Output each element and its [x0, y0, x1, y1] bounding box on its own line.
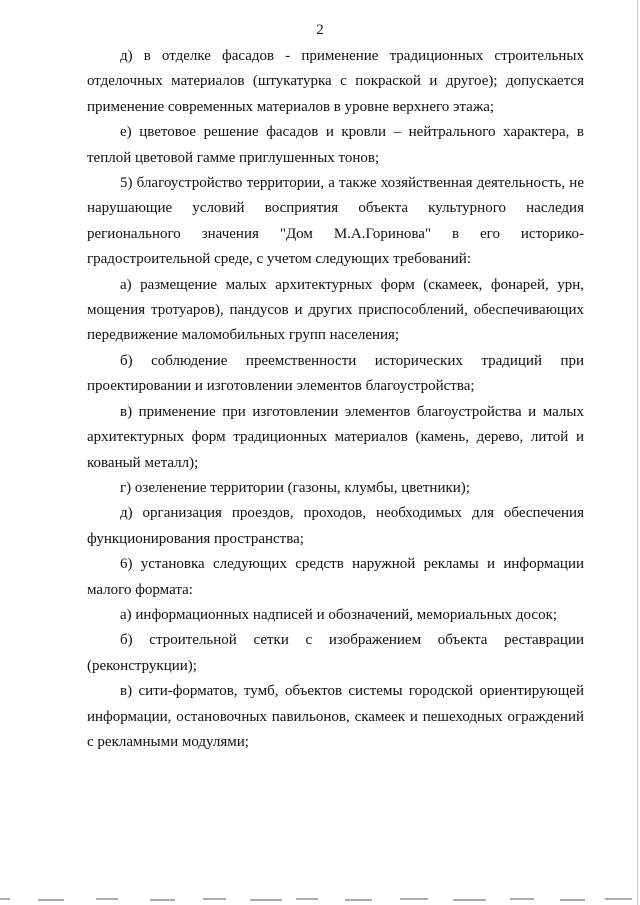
- paragraph-facade-finishing: д) в отделке фасадов - применение традиционных строительных отделочных материалов (штукатурка с покраской и другое); допускается применение современных материалов в уровне верхнего этажа;: [87, 48, 584, 115]
- paragraph-info-signs: а) информационных надписей и обозначений, мемориальных досок;: [120, 606, 558, 623]
- paragraph-construction-mesh: б) строительной сетки с изображением объекта реставрации (реконструкции);: [87, 632, 584, 674]
- paragraph-historical-continuity: б) соблюдение преемственности исторических традиций при проектировании и изготовлении элементов благоустройства;: [87, 352, 584, 395]
- paragraph-city-formats: в) сити-форматов, тумб, объектов системы городской ориентирующей информации, остановочных павильонов, скамеек и пешеходных ограждений с рекламными модулями;: [87, 683, 584, 750]
- scan-bottom-marks: [0, 893, 640, 905]
- paragraph-landscaping-requirements: 5) благоустройство территории, а также хозяйственная деятельность, не нарушающие условий восприятия объекта культурного наследия регионального значения "Дом М.А.Горинова" в его историко-градостроительной среде, с учетом следующих требований:: [87, 175, 584, 268]
- scan-edge-line: [637, 0, 638, 905]
- document-body: [87, 44, 584, 755]
- page-number: 2: [316, 22, 324, 38]
- paragraph-traditional-materials: в) применение при изготовлении элементов благоустройства и малых архитектурных форм традиционных материалов (камень, дерево, литой и кованый металл);: [87, 403, 584, 471]
- paragraph-passages: д) организация проездов, проходов, необходимых для обеспечения функционирования пространства;: [87, 505, 584, 547]
- paragraph-small-architectural-forms: а) размещение малых архитектурных форм (скамеек, фонарей, урн, мощения тротуаров), пандусов и других приспособлений, обеспечивающих передвижение маломобильных групп населения;: [87, 276, 584, 344]
- paragraph-greening: г) озеленение территории (газоны, клумбы, цветники);: [120, 479, 470, 496]
- paragraph-color-scheme: е) цветовое решение фасадов и кровли – нейтрального характера, в теплой цветовой гамме приглушенных тонов;: [87, 124, 584, 166]
- paragraph-advertising: 6) установка следующих средств наружной рекламы и информации малого формата:: [87, 556, 584, 598]
